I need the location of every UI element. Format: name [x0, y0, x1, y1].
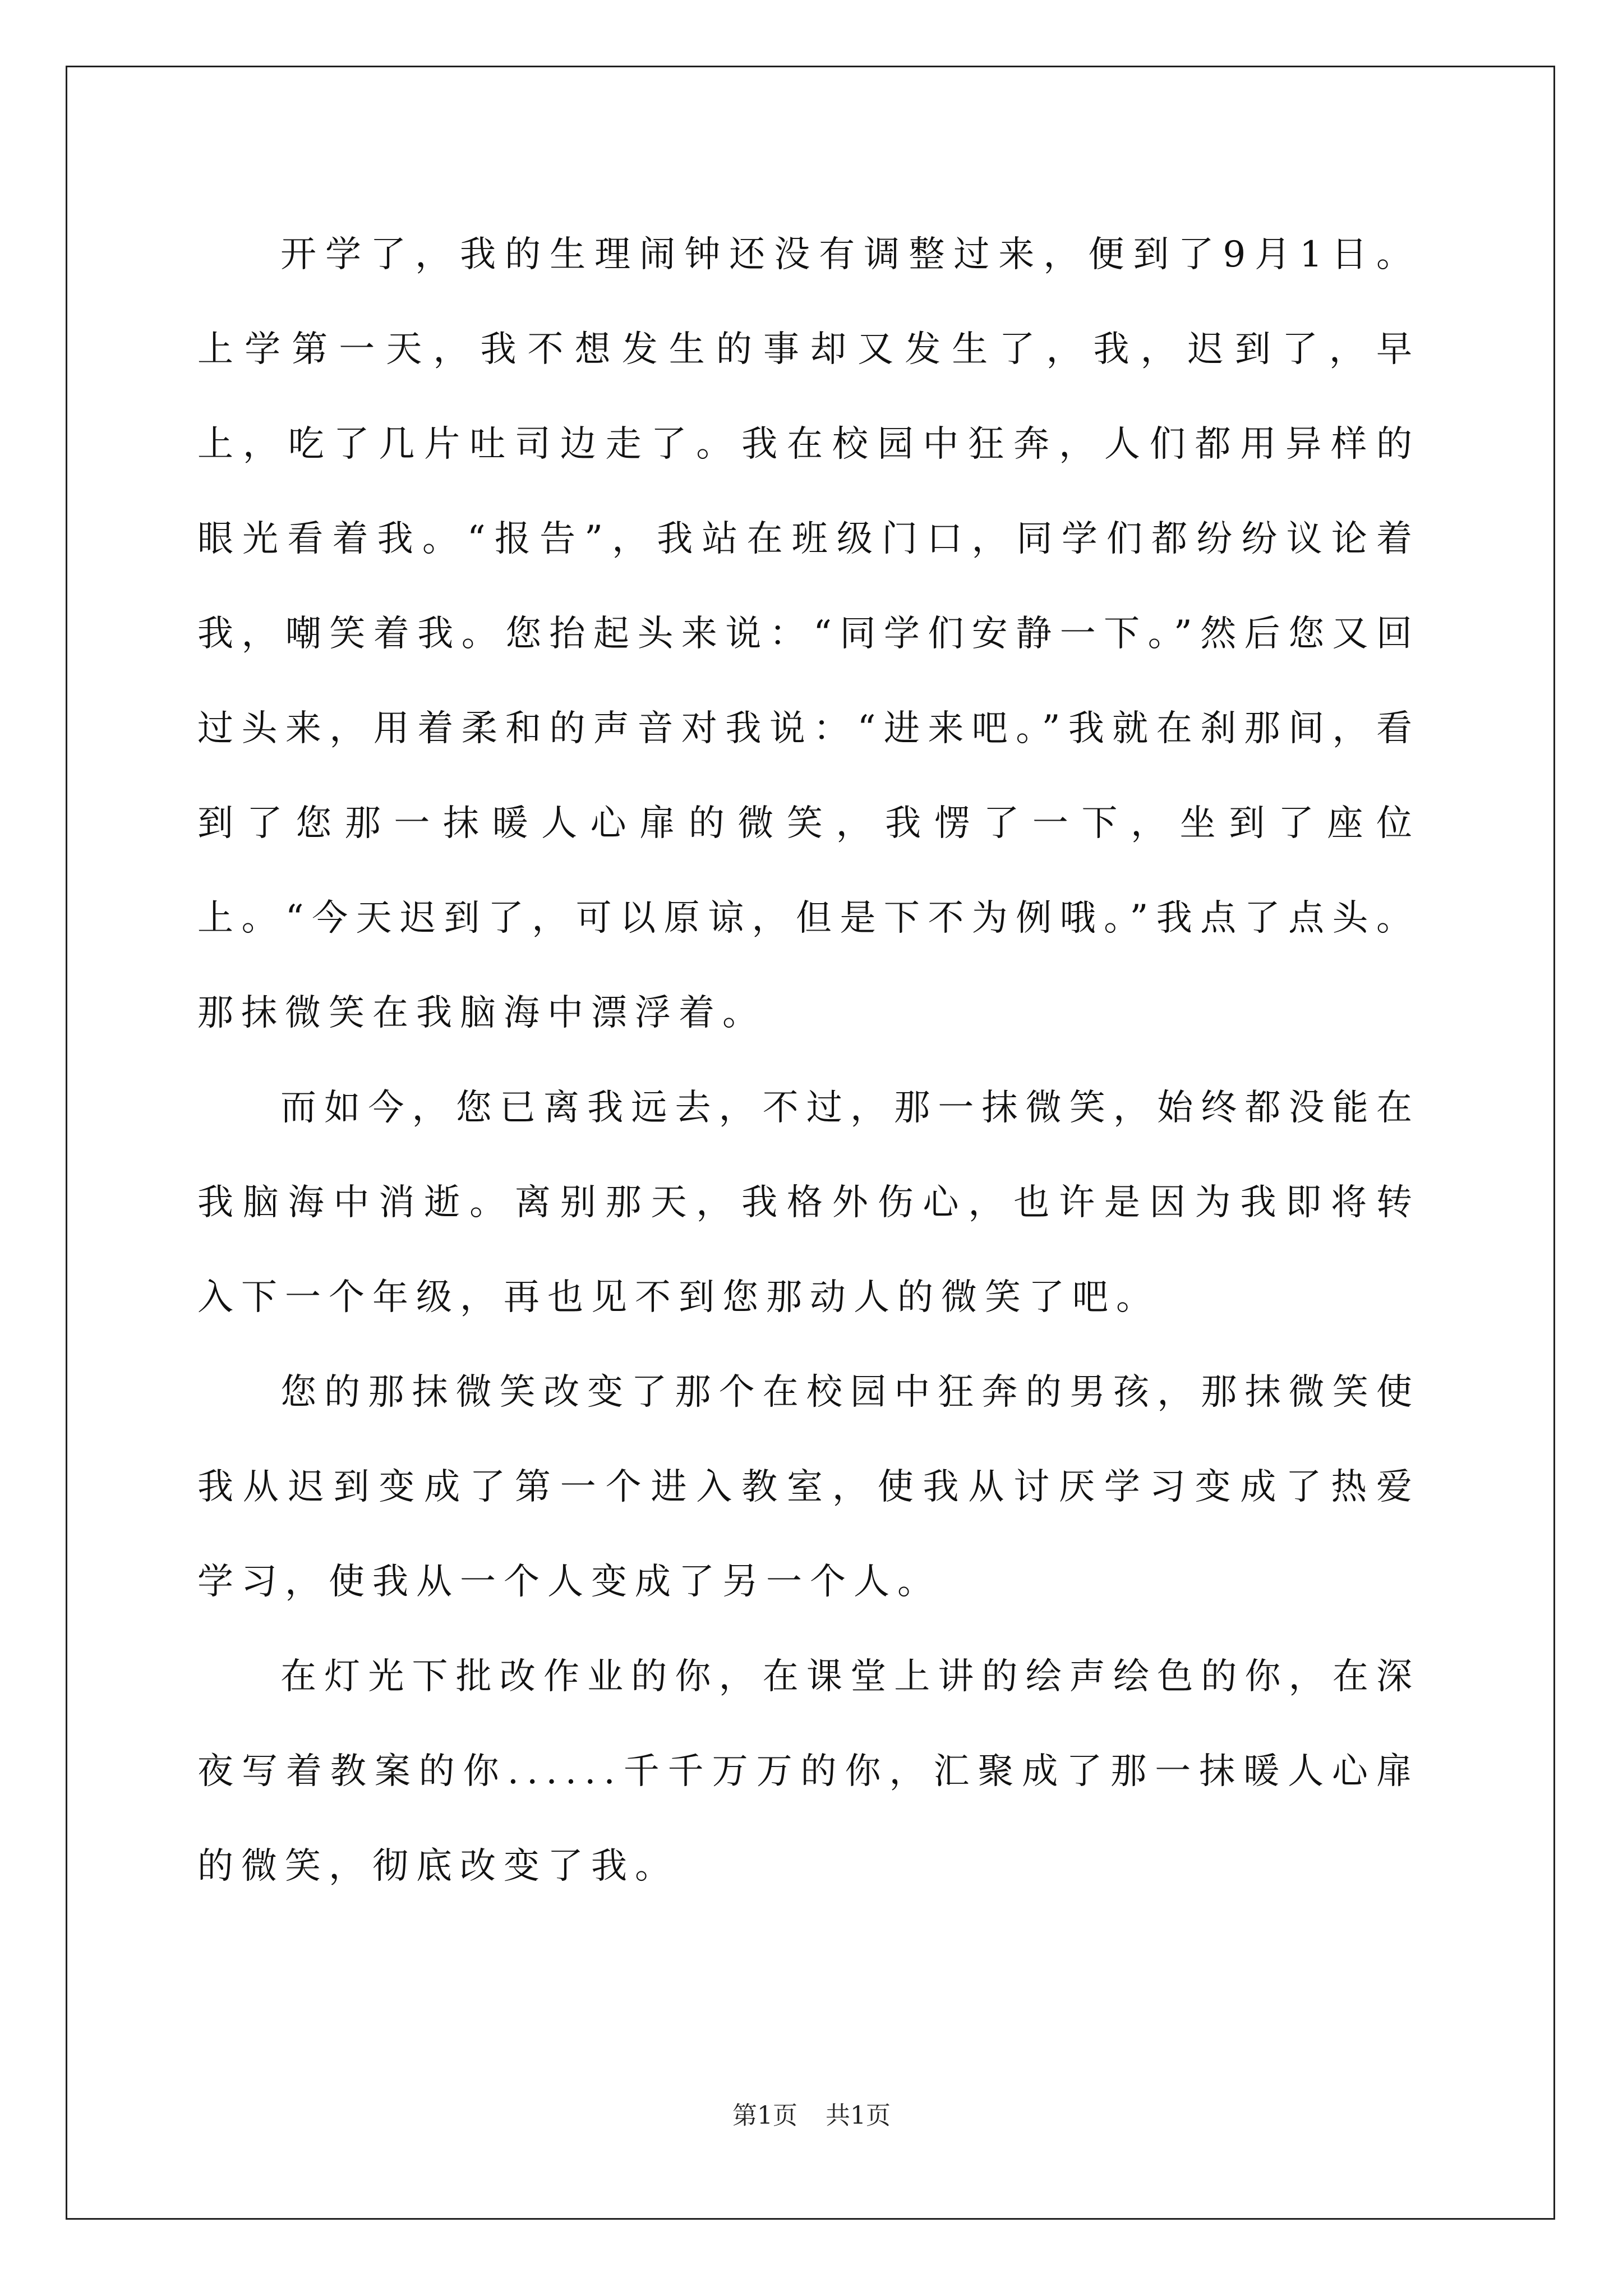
page-footer	[0, 2095, 1623, 2131]
paragraph: 而如今，您已离我远去，不过，那一抹微笑，始终都没能在我脑海中消逝。离别那天，我格外伤心，也许是因为我即将转入下一个年级，再也见不到您那动人的微笑了吧。	[197, 1087, 1420, 1318]
paragraph: 在灯光下批改作业的你，在课堂上讲的绘声绘色的你，在深夜写着教案的你......千千万万的你，汇聚成了那一抹暖人心扉的微笑，彻底改变了我。	[197, 1656, 1420, 1887]
document-body	[197, 208, 1420, 1914]
page-number: 第1页	[732, 2101, 797, 2130]
paragraph: 您的那抹微笑改变了那个在校园中狂奔的男孩，那抹微笑使我从迟到变成了第一个进入教室，使我从讨厌学习变成了热爱学习，使我从一个人变成了另一个人。	[197, 1372, 1420, 1603]
page-total: 共1页	[826, 2101, 891, 2130]
paragraph: 开学了，我的生理闹钟还没有调整过来，便到了9月1日。上学第一天，我不想发生的事却又发生了，我，迟到了，早上，吃了几片吐司边走了。我在校园中狂奔，人们都用异样的眼光看着我。“报告”，我站在班级门口，同学们都纷纷议论着我，嘲笑着我。您抬起头来说：“同学们安静一下。”然后您又回过头来，用着柔和的声音对我说：“进来吧。”我就在刹那间，看到了您那一抹暖人心扉的微笑，我愣了一下，坐到了座位上。“今天迟到了，可以原谅，但是下不为例哦。”我点了点头。那抹微笑在我脑海中漂浮着。	[197, 234, 1420, 1034]
